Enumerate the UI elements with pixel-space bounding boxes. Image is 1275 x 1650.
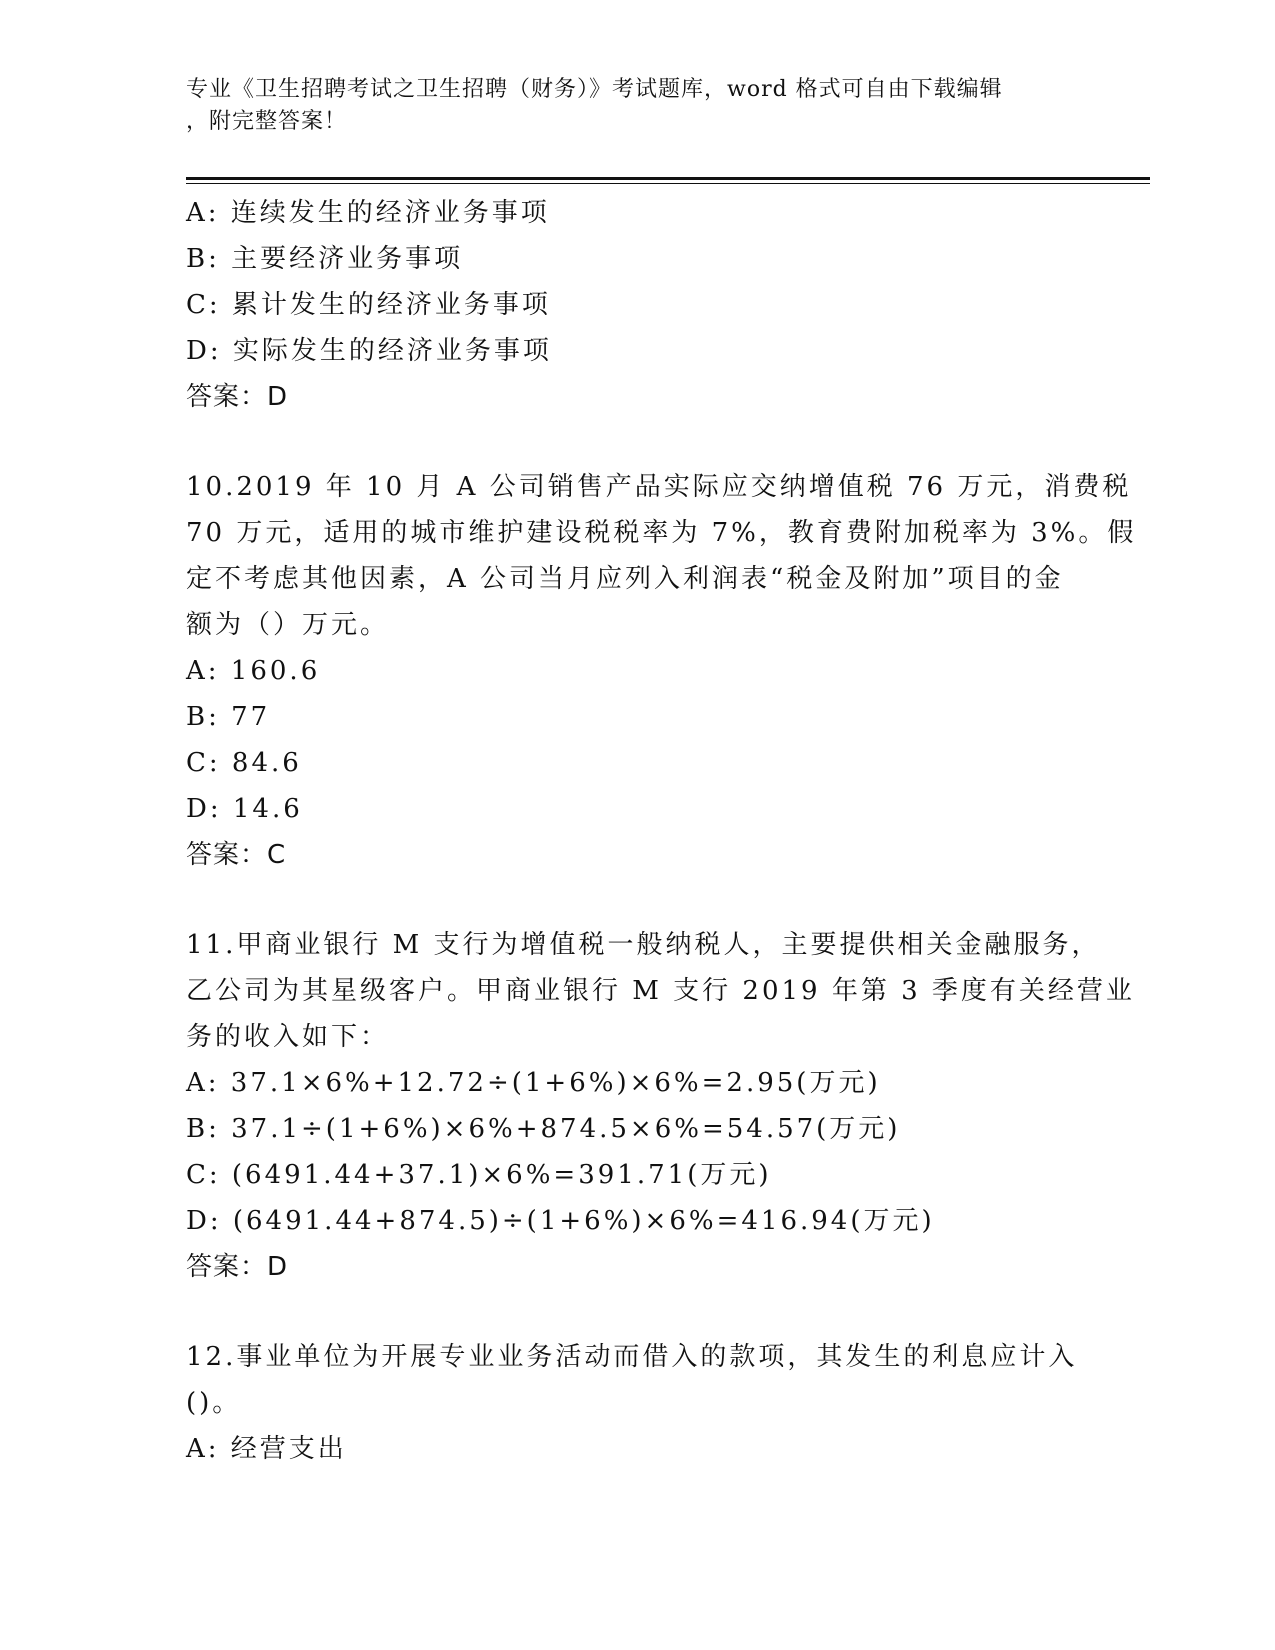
option-d: D: 实际发生的经济业务事项 [186, 336, 552, 366]
question-9 [186, 190, 1086, 420]
answer-line: 答案：D [186, 1252, 289, 1282]
stem-line: 乙公司为其星级客户。甲商业银行 M 支行 2019 年第 3 季度有关经营业 [186, 976, 1135, 1006]
document-header [186, 74, 1066, 138]
option-a: A: 37.1×6%+12.72÷(1+6%)×6%=2.95(万元) [186, 1068, 881, 1098]
spacer [186, 420, 1086, 464]
stem-line: 定不考虑其他因素，A 公司当月应列入利润表“税金及附加”项目的金 [186, 564, 1064, 594]
option-b: B: 77 [186, 702, 271, 732]
option-a: A: 连续发生的经济业务事项 [186, 198, 550, 228]
option-c: C: 84.6 [186, 748, 302, 778]
stem-line: 12.事业单位为开展专业业务活动而借入的款项，其发生的利息应计入 [186, 1342, 1078, 1372]
stem-line: ()。 [186, 1388, 242, 1418]
question-stem [186, 922, 1135, 1060]
answer-line: 答案：C [186, 840, 287, 870]
option-c: C: 累计发生的经济业务事项 [186, 290, 551, 320]
header-rule-thick [186, 177, 1150, 180]
option-d: D: 14.6 [186, 794, 303, 824]
option-b: B: 主要经济业务事项 [186, 244, 464, 274]
stem-line: 11.甲商业银行 M 支行为增值税一般纳税人，主要提供相关金融服务， [186, 930, 1101, 960]
option-c: C: (6491.44+37.1)×6%=391.71(万元) [186, 1160, 772, 1190]
question-stem [186, 1334, 1086, 1426]
question-12 [186, 1334, 1086, 1472]
header-line-2: ，附完整答案！ [186, 109, 348, 134]
stem-line: 额为（）万元。 [186, 610, 390, 640]
stem-line: 务的收入如下： [186, 1022, 390, 1052]
spacer [186, 878, 1086, 922]
option-a: A: 160.6 [186, 656, 321, 686]
stem-line: 70 万元，适用的城市维护建设税税率为 7%，教育费附加税率为 3%。假 [186, 518, 1137, 548]
option-a: A: 经营支出 [186, 1434, 347, 1464]
question-11 [186, 922, 1135, 1290]
option-b: B: 37.1÷(1+6%)×6%+874.5×6%=54.57(万元) [186, 1114, 901, 1144]
document-body [186, 190, 1137, 1472]
question-stem [186, 464, 1137, 648]
stem-line: 10.2019 年 10 月 A 公司销售产品实际应交纳增值税 76 万元，消费税 [186, 472, 1132, 502]
header-rule-thin [186, 183, 1150, 184]
option-d: D: (6491.44+874.5)÷(1+6%)×6%=416.94(万元) [186, 1206, 935, 1236]
question-10 [186, 464, 1137, 878]
header-line-1: 专业《卫生招聘考试之卫生招聘（财务）》考试题库，word 格式可自由下载编辑 [186, 77, 1003, 102]
answer-line: 答案：D [186, 382, 289, 412]
spacer [186, 1290, 1086, 1334]
